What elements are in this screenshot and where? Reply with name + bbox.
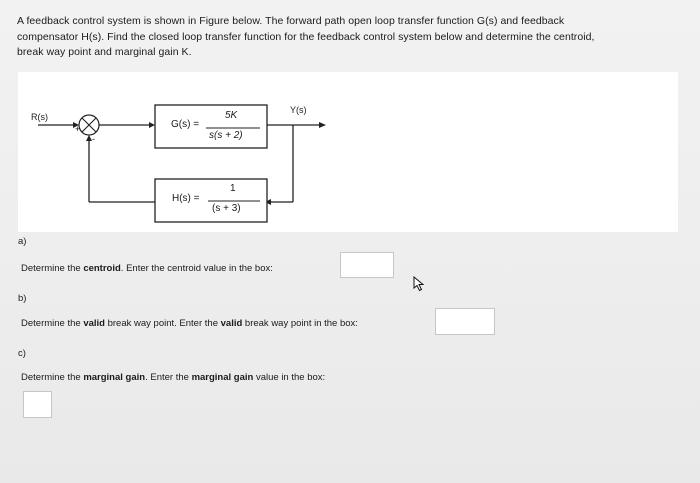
problem-line-1: A feedback control system is shown in Figure below. The forward path open loop transfer function G(s) and feedback xyxy=(17,15,565,27)
centroid-answer-input[interactable] xyxy=(340,252,394,278)
part-b-label: b) xyxy=(18,293,27,304)
part-c-question xyxy=(21,372,325,383)
minus-sign: - xyxy=(92,134,95,144)
input-label: R(s) xyxy=(31,112,48,122)
part-c-text-3: value in the box: xyxy=(253,372,326,383)
plus-sign: + xyxy=(75,124,81,134)
output-label: Y(s) xyxy=(290,105,307,115)
part-c-text-2: . Enter the xyxy=(145,372,192,383)
h-denominator: (s + 3) xyxy=(212,203,241,214)
part-c-keyword-1: marginal gain xyxy=(83,372,146,383)
output-arrowhead xyxy=(319,122,326,128)
part-b-keyword-2: valid xyxy=(220,318,243,329)
mouse-cursor-shape xyxy=(414,277,423,291)
part-b-text-1: Determine the xyxy=(21,318,84,329)
part-b-keyword-1: valid xyxy=(83,318,105,329)
block-diagram xyxy=(18,72,678,232)
g-lhs: G(s) = xyxy=(171,119,200,130)
part-b-text-2: break way point. Enter the xyxy=(104,318,221,329)
part-c-label: c) xyxy=(18,348,26,359)
h-numerator: 1 xyxy=(230,183,236,194)
part-b-question xyxy=(21,318,358,329)
problem-line-3: break way point and marginal gain K. xyxy=(17,46,192,58)
part-a-keyword: centroid xyxy=(83,263,121,274)
part-a-question xyxy=(21,263,273,274)
part-a-text-2: . Enter the centroid value in the box: xyxy=(120,263,273,274)
problem-line-2: compensator H(s). Find the closed loop transfer function for the feedback control system below and determine the centroid, xyxy=(17,30,595,43)
part-b-text-3: break way point in the box: xyxy=(242,318,358,329)
part-a-label: a) xyxy=(18,236,27,247)
g-denominator: s(s + 2) xyxy=(209,130,243,141)
breakaway-point-answer-input[interactable] xyxy=(435,308,495,335)
g-numerator: 5K xyxy=(225,110,238,121)
marginal-gain-answer-input[interactable] xyxy=(23,391,52,418)
part-c-text-1: Determine the xyxy=(21,372,84,383)
forward-arrowhead xyxy=(149,122,155,128)
problem-statement xyxy=(17,14,687,61)
h-lhs: H(s) = xyxy=(172,193,200,204)
mouse-cursor-icon xyxy=(413,276,425,292)
block-diagram-svg xyxy=(18,72,678,232)
part-c-keyword-2: marginal gain xyxy=(191,372,254,383)
part-a-text-1: Determine the xyxy=(21,263,84,274)
